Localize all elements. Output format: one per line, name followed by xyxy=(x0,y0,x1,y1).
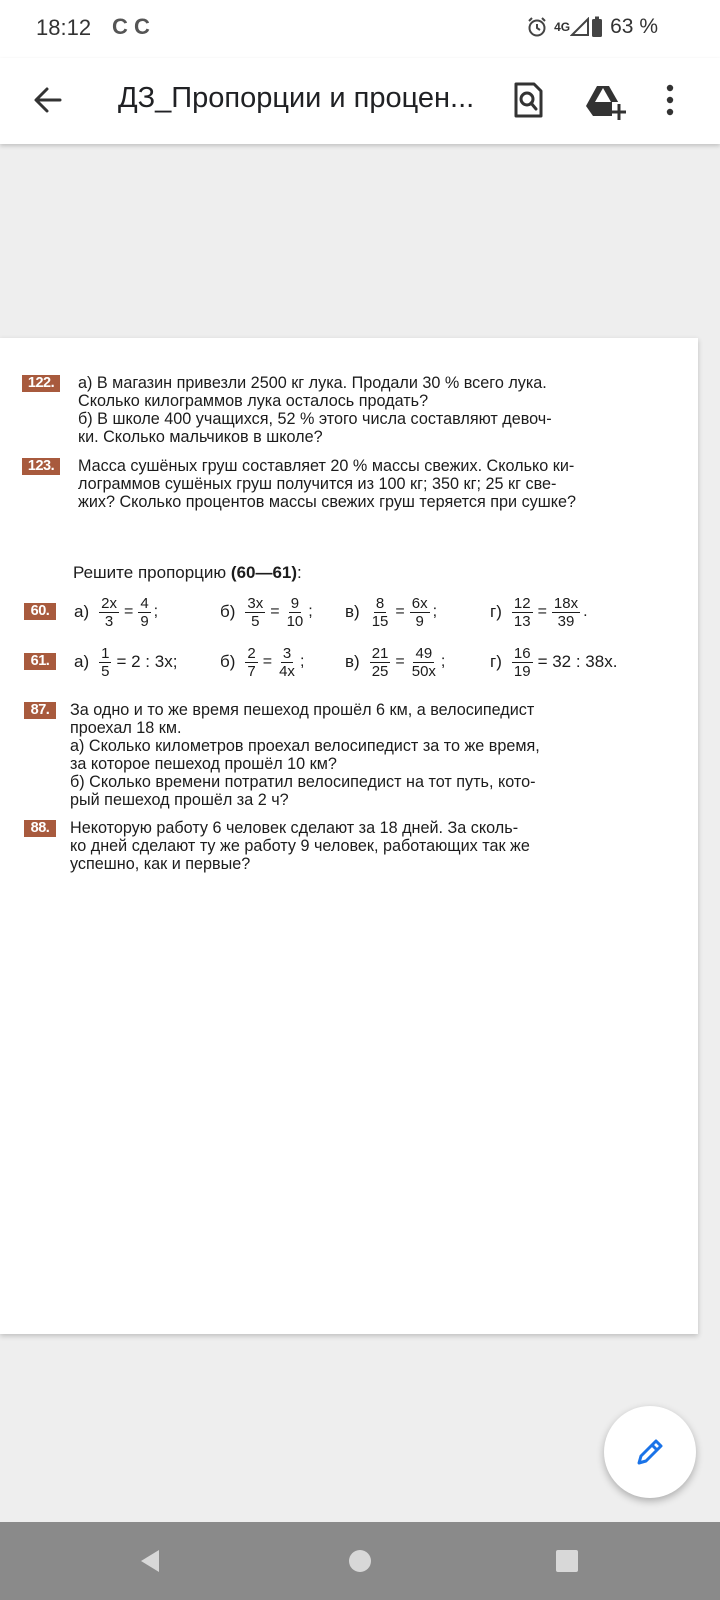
fraction xyxy=(410,645,438,680)
battery-icon xyxy=(590,16,604,38)
problem-87 xyxy=(70,701,598,809)
numerator: 9 xyxy=(290,594,300,612)
problem-line: Масса сушёных груш составляет 20 % массы свежих. Сколько ки- xyxy=(78,457,575,475)
nav-recents-icon[interactable] xyxy=(552,1546,582,1576)
proportion-61d xyxy=(490,641,617,683)
document-page xyxy=(0,338,698,1334)
punctuation: ; xyxy=(299,653,305,670)
item-label: в) xyxy=(345,652,360,671)
numerator: 21 xyxy=(371,644,389,662)
problem-line: б) В школе 400 учащихся, 52 % этого числа составляют девоч- xyxy=(78,410,552,428)
problem-line: ко дней сделают ту же работу 9 человек, работающих так же xyxy=(70,837,530,855)
problem-number-88: 88. xyxy=(24,820,56,837)
exercise-number-61: 61. xyxy=(24,653,56,670)
problem-line: за которое пешеход прошёл 10 км? xyxy=(70,755,337,773)
denominator: 9 xyxy=(415,612,424,630)
item-label: г) xyxy=(490,652,502,671)
add-to-drive-icon[interactable] xyxy=(582,78,626,122)
numerator: 49 xyxy=(415,644,433,662)
equals-sign: = xyxy=(262,653,273,670)
problem-88 xyxy=(70,819,598,873)
edit-fab-button[interactable] xyxy=(604,1406,696,1498)
fraction xyxy=(138,595,150,630)
status-right-group xyxy=(526,15,658,39)
numerator: 2x xyxy=(101,594,117,612)
denominator: 19 xyxy=(513,662,531,680)
problem-line: Некоторую работу 6 человек сделают за 18 дней. За сколь- xyxy=(70,819,519,837)
denominator: 5 xyxy=(101,662,110,680)
problem-line: проехал 18 км. xyxy=(70,719,182,737)
denominator: 10 xyxy=(286,612,304,630)
document-title: ДЗ_Пропорции и процен... xyxy=(118,82,475,114)
item-label: а) xyxy=(74,602,90,621)
problem-number-123: 123. xyxy=(22,458,60,475)
fraction xyxy=(370,595,391,630)
denominator: 25 xyxy=(371,662,389,680)
expression: = 32 : 38x. xyxy=(537,652,618,671)
denominator: 13 xyxy=(513,612,531,630)
problem-line: рый пешеход прошёл за 2 ч? xyxy=(70,791,289,809)
problem-number-122: 122. xyxy=(22,375,60,392)
find-in-page-icon[interactable] xyxy=(506,78,550,122)
denominator: 9 xyxy=(140,612,149,630)
equals-sign: = xyxy=(123,603,134,620)
denominator: 3 xyxy=(104,612,114,630)
fraction xyxy=(512,595,533,630)
exercise-60 xyxy=(0,591,698,633)
punctuation: ; xyxy=(432,603,438,620)
problem-line: ки. Сколько мальчиков в школе? xyxy=(78,428,323,446)
numerator: 6x xyxy=(411,594,428,612)
more-options-icon[interactable] xyxy=(648,78,692,122)
numerator: 4 xyxy=(140,594,149,612)
fraction xyxy=(99,595,119,630)
problem-123 xyxy=(78,457,644,511)
section-title xyxy=(73,563,302,583)
equals-sign: = xyxy=(395,603,405,620)
fraction xyxy=(245,645,257,680)
fraction xyxy=(552,595,580,630)
denominator: 15 xyxy=(371,612,389,630)
back-arrow-icon[interactable] xyxy=(28,80,68,120)
item-label: г) xyxy=(490,602,502,621)
fraction xyxy=(245,595,265,630)
proportion-61a xyxy=(74,641,177,683)
denominator: 50x xyxy=(411,662,436,680)
status-bar xyxy=(0,0,720,58)
fraction xyxy=(410,595,430,630)
proportion-61b xyxy=(220,641,304,683)
problem-line: Сколько килограммов лука осталось продать? xyxy=(78,392,429,410)
item-label: б) xyxy=(220,602,236,621)
problem-line: За одно и то же время пешеход прошёл 6 км, а велосипедист xyxy=(70,701,535,719)
fraction xyxy=(277,645,297,680)
proportion-61c xyxy=(345,641,445,683)
punctuation: . xyxy=(583,603,588,620)
numerator: 1 xyxy=(101,644,110,662)
numerator: 18x xyxy=(553,594,579,612)
nav-home-icon[interactable] xyxy=(345,1546,375,1576)
proportion-60b xyxy=(220,591,313,633)
punctuation: ; xyxy=(440,653,446,670)
denominator: 39 xyxy=(557,612,575,630)
exercise-61 xyxy=(0,641,698,683)
denominator: 7 xyxy=(247,662,256,680)
item-label: в) xyxy=(345,602,360,621)
problem-122 xyxy=(78,374,644,446)
equals-sign: = xyxy=(270,603,280,620)
network-type: 4G xyxy=(554,20,571,34)
problem-line: б) Сколько времени потратил велосипедист на тот путь, кото- xyxy=(70,773,536,791)
fraction xyxy=(99,645,111,680)
fraction xyxy=(285,595,306,630)
denominator: 5 xyxy=(251,612,260,630)
problem-line: лограммов сушёных груш получится из 100 кг; 350 кг; 25 кг све- xyxy=(78,475,557,493)
numerator: 3 xyxy=(282,644,292,662)
nav-back-icon[interactable] xyxy=(135,1546,165,1576)
notification-icons: C C xyxy=(112,14,150,39)
problem-line: а) Сколько километров проехал велосипедист за то же время, xyxy=(70,737,540,755)
problem-line: а) В магазин привезли 2500 кг лука. Продали 30 % всего лука. xyxy=(78,374,547,392)
signal-icon xyxy=(570,17,590,37)
battery-percent: 63 % xyxy=(610,15,658,38)
status-time: 18:12 xyxy=(36,15,92,40)
punctuation: ; xyxy=(153,603,159,620)
app-bar xyxy=(0,58,720,144)
exercise-number-60: 60. xyxy=(24,603,56,620)
numerator: 12 xyxy=(513,594,531,612)
numerator: 3x xyxy=(247,594,264,612)
fraction xyxy=(512,645,533,680)
problem-line: успешно, как и первые? xyxy=(70,855,251,873)
numerator: 16 xyxy=(513,644,531,662)
numerator: 2 xyxy=(247,644,256,662)
section-range: (60—61) xyxy=(230,563,298,582)
pencil-icon xyxy=(633,1435,667,1469)
expression: = 2 : 3x; xyxy=(116,652,178,671)
section-text: Решите пропорцию xyxy=(73,563,227,582)
proportion-60a xyxy=(74,591,158,633)
punctuation: ; xyxy=(308,603,313,620)
problem-line: жих? Сколько процентов массы свежих груш теряется при сушке? xyxy=(78,493,577,511)
denominator: 4x xyxy=(279,662,295,680)
equals-sign: = xyxy=(395,653,405,670)
proportion-60d xyxy=(490,591,588,633)
section-colon: : xyxy=(297,563,302,582)
problem-number-87: 87. xyxy=(24,702,56,719)
navigation-bar xyxy=(0,1522,720,1600)
item-label: а) xyxy=(74,652,90,671)
proportion-60c xyxy=(345,591,437,633)
numerator: 8 xyxy=(375,594,385,612)
fraction xyxy=(370,645,391,680)
alarm-icon xyxy=(526,16,548,38)
equals-sign: = xyxy=(537,603,547,620)
item-label: б) xyxy=(220,652,236,671)
